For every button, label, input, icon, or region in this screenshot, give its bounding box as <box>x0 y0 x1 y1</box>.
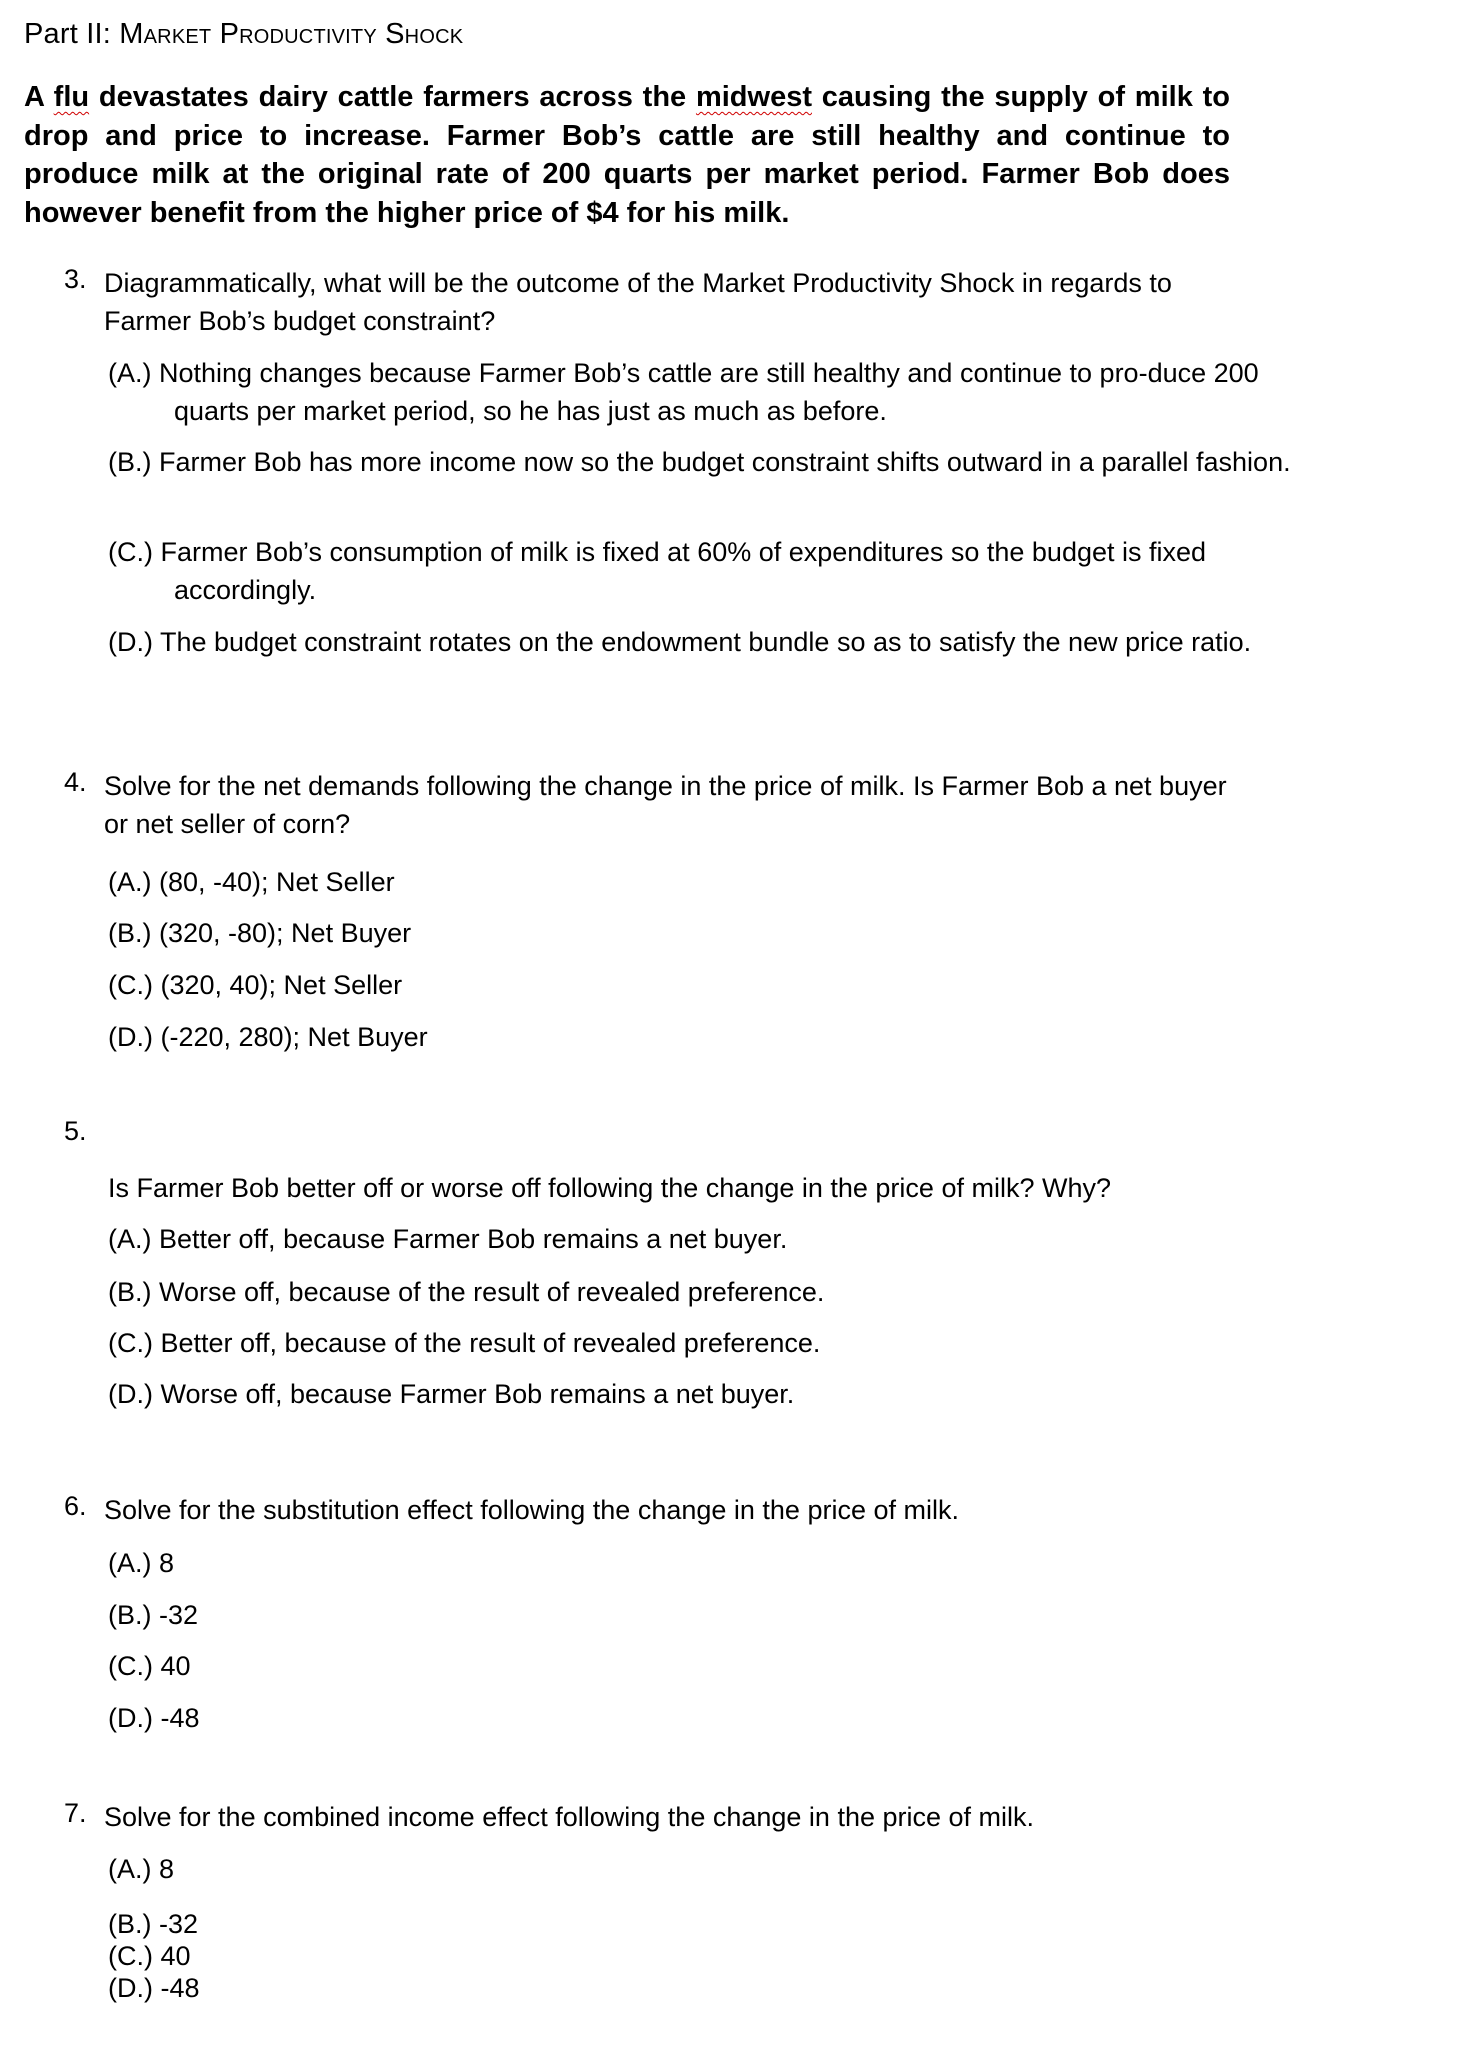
question-text: Solve for the substitution effect following the change in the price of milk. <box>104 1495 959 1525</box>
question-text: Solve for the net demands following the change in the price of milk. Is Farmer Bob a net buyer or net seller of corn? <box>104 771 1227 839</box>
question-3-option-b[interactable]: (B.) Farmer Bob has more income now so the budget constraint shifts outward in a parallel fashion. <box>108 447 1291 477</box>
question-6-option-b[interactable]: (B.) -32 <box>108 1600 199 1630</box>
question-7-option-c[interactable]: (C.) 40 <box>108 1941 191 1971</box>
part-label: Part II: <box>24 18 112 50</box>
question-3-option-d[interactable]: (D.) The budget constraint rotates on the endowment bundle so as to satisfy the new price ratio. <box>108 627 1252 657</box>
question-5-option-c[interactable]: (C.) Better off, because of the result of revealed preference. <box>108 1328 821 1358</box>
question-5-option-d[interactable]: (D.) Worse off, because Farmer Bob remains a net buyer. <box>108 1379 795 1409</box>
question-number: 3. <box>64 264 87 294</box>
question-6 <box>64 1491 1234 1529</box>
question-number: 6. <box>64 1491 87 1521</box>
question-5-option-a[interactable]: (A.) Better off, because Farmer Bob remains a net buyer. <box>108 1224 788 1254</box>
spellcheck-word-flu: flu <box>53 81 90 113</box>
question-7-option-b[interactable]: (B.) -32 <box>108 1909 199 1939</box>
question-number: 4. <box>64 767 87 797</box>
question-number: 7. <box>64 1798 87 1828</box>
question-5-option-b[interactable]: (B.) Worse off, because of the result of revealed preference. <box>108 1277 825 1307</box>
question-7 <box>64 1798 1234 1836</box>
question-6-option-c[interactable]: (C.) 40 <box>108 1651 191 1681</box>
intro-paragraph: A flu devastates dairy cattle farmers across the midwest causing the supply of milk to drop and price to increase. Farmer Bob’s cattle are still healthy and continue to produce milk at the original rate of 200 quarts per market period. Farmer Bob does however benefit from the higher price of $4 for his milk. <box>24 81 1230 229</box>
question-6-option-d[interactable]: (D.) -48 <box>108 1703 200 1733</box>
question-5-text: Is Farmer Bob better off or worse off following the change in the price of milk? Why? <box>108 1173 1111 1203</box>
question-6-option-a[interactable]: (A.) 8 <box>108 1548 175 1578</box>
question-number: 5. <box>64 1116 87 1146</box>
section-name: Market Productivity Shock <box>119 18 464 50</box>
question-7-option-d[interactable]: (D.) -48 <box>108 1973 200 2003</box>
question-4 <box>64 767 1234 843</box>
question-4-option-c[interactable]: (C.) (320, 40); Net Seller <box>108 970 403 1000</box>
question-3 <box>64 264 1234 340</box>
question-3-option-a[interactable]: (A.) Nothing changes because Farmer Bob’s cattle are still healthy and continue to pro-duce 200 quarts per market period, so he has just as much as before. <box>108 358 1259 426</box>
question-text: Diagrammatically, what will be the outcome of the Market Productivity Shock in regards to Farmer Bob’s budget constraint? <box>104 268 1172 336</box>
question-text: Solve for the combined income effect following the change in the price of milk. <box>104 1802 1035 1832</box>
question-4-option-d[interactable]: (D.) (-220, 280); Net Buyer <box>108 1022 428 1052</box>
page-title <box>24 18 463 51</box>
question-7-option-a[interactable]: (A.) 8 <box>108 1854 175 1884</box>
question-4-option-a[interactable]: (A.) (80, -40); Net Seller <box>108 867 395 897</box>
question-4-option-b[interactable]: (B.) (320, -80); Net Buyer <box>108 918 412 948</box>
spellcheck-word-midwest: midwest <box>695 81 812 113</box>
question-3-option-c[interactable]: (C.) Farmer Bob’s consumption of milk is fixed at 60% of expenditures so the budget is fixed accordingly. <box>108 537 1207 605</box>
